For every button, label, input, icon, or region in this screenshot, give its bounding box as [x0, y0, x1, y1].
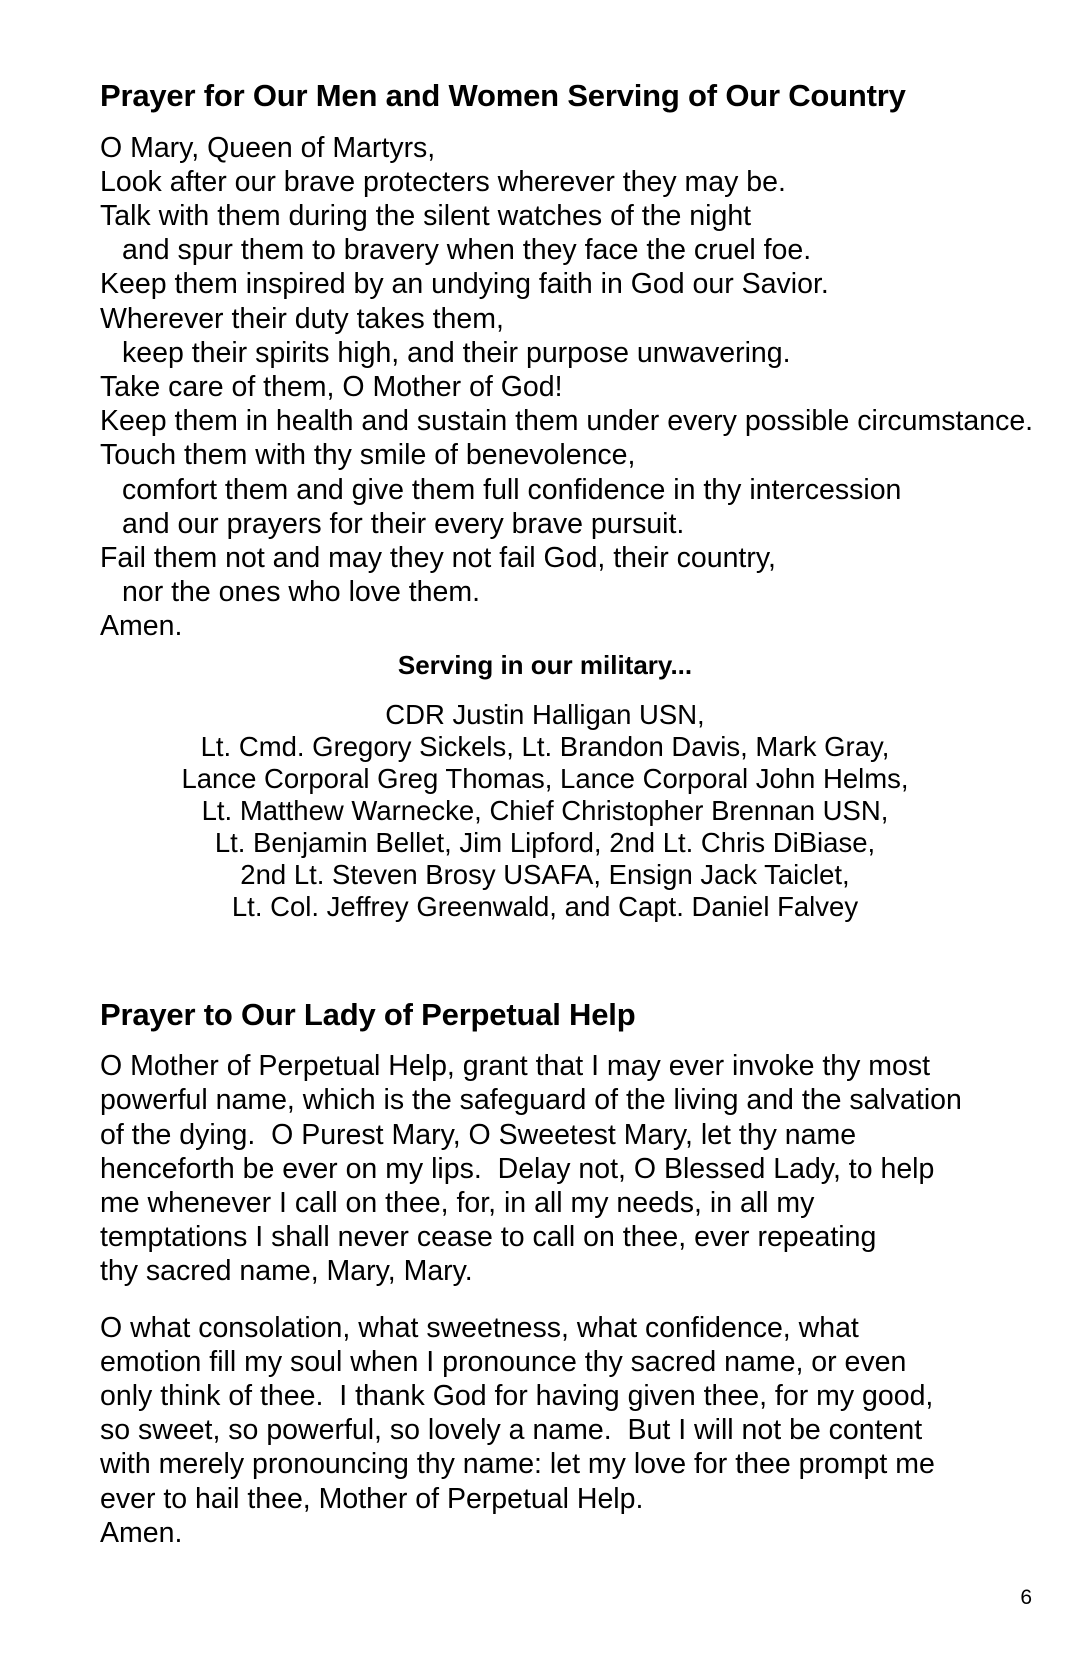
prayer-military-body	[100, 131, 1032, 644]
perpetual-help-paragraph-one-line: O Mother of Perpetual Help, grant that I may ever invoke thy most	[100, 1050, 931, 1083]
prayer-military-body-line: Amen.	[100, 610, 183, 643]
perpetual-help-paragraph-two-line: Amen.	[100, 1516, 183, 1549]
prayer-military-body-line: Talk with them during the silent watches of the night	[100, 199, 752, 232]
prayer-military-body-line: Touch them with thy smile of benevolence,	[100, 439, 636, 472]
prayer-military-body-line: Keep them inspired by an undying faith in God our Savior.	[100, 268, 829, 301]
prayer-military-body-line: and our prayers for their every brave pursuit.	[122, 507, 685, 540]
prayer-military-body-line: Fail them not and may they not fail God, their country,	[100, 542, 776, 575]
perpetual-help-paragraph-one-line: me whenever I call on thee, for, in all my needs, in all my	[100, 1187, 815, 1220]
prayer-perpetual-help-heading: Prayer to Our Lady of Perpetual Help	[100, 996, 636, 1032]
perpetual-help-paragraph-one-line: thy sacred name, Mary, Mary.	[100, 1255, 473, 1288]
prayer-military-body-line: keep their spirits high, and their purpose unwavering.	[122, 336, 791, 369]
prayer-military-body-line: comfort them and give them full confidence in thy intercession	[122, 473, 902, 506]
perpetual-help-paragraph-one-line: powerful name, which is the safeguard of the living and the salvation	[100, 1084, 962, 1117]
perpetual-help-paragraph-one-line: of the dying. O Purest Mary, O Sweetest Mary, let thy name	[100, 1118, 857, 1151]
perpetual-help-paragraph-two-line: so sweet, so powerful, so lovely a name. But I will not be content	[100, 1414, 923, 1447]
perpetual-help-paragraph-one	[100, 1049, 1000, 1288]
perpetual-help-paragraph-two	[100, 1311, 1000, 1550]
military-names-list	[100, 699, 1032, 923]
page-number: 6	[1020, 1586, 1032, 1609]
military-names-list-line: 2nd Lt. Steven Brosy USAFA, Ensign Jack Taiclet,	[240, 858, 850, 890]
military-names-list-line: Lt. Benjamin Bellet, Jim Lipford, 2nd Lt. Chris DiBiase,	[214, 826, 876, 858]
prayer-military-body-line: Look after our brave protecters wherever they may be.	[100, 165, 786, 198]
perpetual-help-paragraph-two-line: ever to hail thee, Mother of Perpetual Help.	[100, 1482, 644, 1515]
prayer-military-body-line: Wherever their duty takes them,	[100, 302, 504, 335]
prayer-military-body-line: nor the ones who love them.	[122, 576, 481, 609]
section-divider-spacer	[100, 923, 1032, 997]
prayer-military-body-line: Take care of them, O Mother of God!	[100, 371, 563, 403]
perpetual-help-paragraph-one-line: temptations I shall never cease to call on thee, ever repeating	[100, 1221, 877, 1254]
perpetual-help-paragraph-one-line: henceforth be ever on my lips. Delay not, O Blessed Lady, to help	[100, 1152, 935, 1185]
perpetual-help-paragraph-two-line: only think of thee. I thank God for having given thee, for my good,	[100, 1380, 934, 1413]
perpetual-help-paragraph-two-line: emotion fill my soul when I pronounce thy sacred name, or even	[100, 1345, 907, 1378]
perpetual-help-paragraph-two-line: with merely pronouncing thy name: let my love for thee prompt me	[100, 1448, 935, 1481]
prayer-military-body-line: Keep them in health and sustain them under every possible circumstance.	[100, 405, 1034, 438]
military-names-list-line: CDR Justin Halligan USN,	[385, 698, 705, 730]
military-names-list-line: Lt. Cmd. Gregory Sickels, Lt. Brandon Davis, Mark Gray,	[200, 730, 890, 762]
serving-in-military-subheading: Serving in our military...	[397, 649, 693, 680]
perpetual-help-paragraph-two-line: O what consolation, what sweetness, what confidence, what	[100, 1311, 859, 1344]
military-names-list-line: Lt. Col. Jeffrey Greenwald, and Capt. Daniel Falvey	[231, 890, 859, 922]
military-names-list-line: Lance Corporal Greg Thomas, Lance Corporal John Helms,	[181, 762, 909, 794]
prayer-military-body-line: O Mary, Queen of Martyrs,	[100, 131, 436, 164]
prayer-military-body-line: and spur them to bravery when they face the cruel foe.	[122, 234, 812, 267]
military-names-list-line: Lt. Matthew Warnecke, Chief Christopher Brennan USN,	[201, 794, 889, 826]
prayer-military-heading: Prayer for Our Men and Women Serving of Our Country	[100, 78, 906, 113]
